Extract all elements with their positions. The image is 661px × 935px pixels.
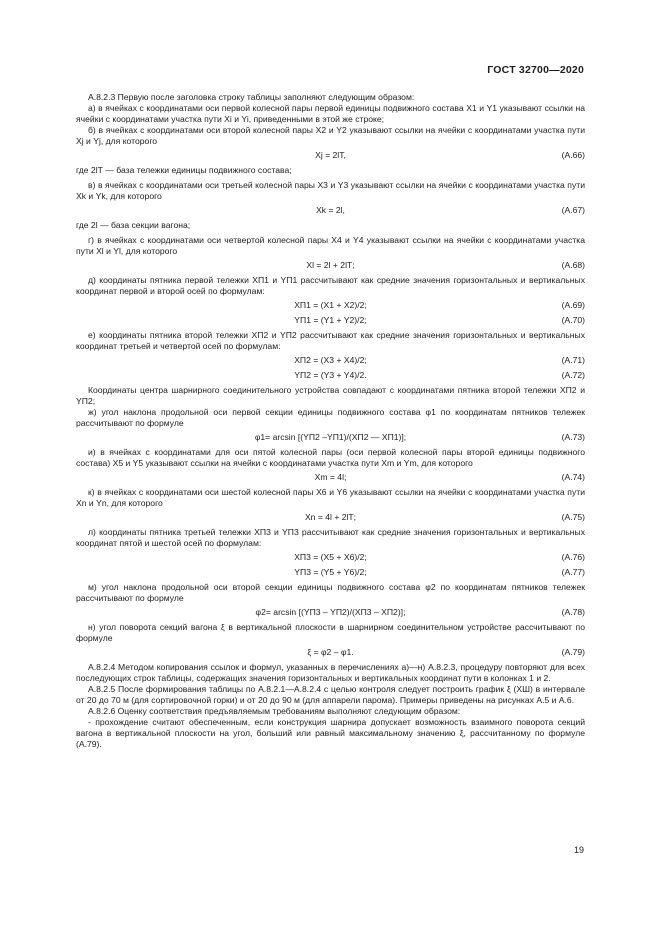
paragraph: - прохождение считают обеспеченным, если конструкция шарнира допускает возможность взаимного поворота секций вагона в вертикальной плоскости на угол, больший или равный максимальному значению ξ, рассчитанному по формуле (А.79). [76, 717, 585, 749]
equation [76, 512, 585, 524]
paragraph: А.8.2.6 Оценку соответствия предъявляемым требованиям выполняют следующим образом: [88, 706, 461, 716]
equation [76, 432, 585, 444]
paragraph: а) в ячейках с координатами оси первой колесной пары первой единицы подвижного состава X1 и Y1 указывают ссылки на ячейки с координатами участка пути Xi и Yi, приведенными в этой же строке; [76, 103, 585, 124]
equation-number: (А.67) [561, 205, 585, 215]
equation [76, 472, 585, 484]
equation-formula: XП3 = (X5 + X6)/2; [294, 552, 367, 562]
paragraph: А.8.2.3 Первую после заголовка строку таблицы заполняют следующим образом: [88, 92, 415, 102]
equation-formula: XП2 = (X3 + X4)/2; [294, 355, 367, 365]
equation-formula: YП2 = (Y3 + Y4)/2. [294, 370, 367, 380]
paragraph: м) угол наклона продольной оси второй секции единицы подвижного состава φ2 по координатам пятников тележек рассчитывают по формуле [76, 582, 585, 603]
document-body [76, 92, 585, 750]
equation-formula: Xn = 4l + 2lТ; [304, 512, 357, 522]
equation-number: (А.72) [561, 370, 585, 380]
equation [76, 552, 585, 564]
paragraph: н) угол поворота секций вагона ξ в вертикальной плоскости в шарнирном соединительном устройстве рассчитывают по формуле [76, 622, 585, 643]
equation [76, 647, 585, 659]
paragraph: Координаты центра шарнирного соединительного устройства совпадают с координатами пятника второй тележки XП2 и YП2; [76, 385, 585, 406]
paragraph: г) в ячейках с координатами оси четвертой колесной пары X4 и Y4 указывают ссылки на ячейки с координатами участка пути Xl и Yl, для которого [76, 235, 585, 256]
equation-number: (А.73) [561, 432, 585, 442]
paragraph: к) в ячейках с координатами оси шестой колесной пары X6 и Y6 указывают ссылки на ячейки с координатами участка пути Xn и Yn, для которого [76, 487, 585, 508]
paragraph: л) координаты пятника третьей тележки XП3 и YП3 рассчитывают как средние значения горизонтальных и вертикальных координат пятой и шестой осей по формулам: [76, 527, 585, 548]
paragraph: д) координаты пятника первой тележки XП1 и YП1 рассчитывают как средние значения горизонтальных и вертикальных координат первой и второй осей по формулам: [76, 275, 585, 296]
equation-number: (А.77) [561, 567, 585, 577]
equation-number: (А.70) [561, 315, 585, 325]
equation-number: (А.75) [561, 512, 585, 522]
equation-formula: YП3 = (Y5 + Y6)/2; [294, 567, 367, 577]
equation-formula: YП1 = (Y1 + Y2)/2; [294, 315, 367, 325]
equation [76, 355, 585, 367]
equation [76, 260, 585, 272]
paragraph: в) в ячейках с координатами оси третьей колесной пары X3 и Y3 указывают ссылки на ячейки с координатами участка пути Xk и Yk, для которого [76, 180, 585, 201]
note-paragraph: где 2lТ — база тележки единицы подвижного состава; [76, 165, 292, 175]
equation [76, 370, 585, 382]
paragraph: А.8.2.4 Методом копирования ссылок и формул, указанных в перечислениях а)—н) А.8.2.3, процедуру повторяют для всех последующих строк таблицы, содержащих значения горизонтальных и вертикальных координат пути в колонках 1 и 2. [76, 662, 585, 683]
paragraph: б) в ячейках с координатами оси второй колесной пары X2 и Y2 указывают ссылки на ячейки с координатами участка пути Xj и Yj, для которого [76, 125, 585, 146]
equation-formula: XП1 = (X1 + X2)/2; [294, 300, 367, 310]
equation-formula: Xj = 2lТ, [315, 150, 346, 160]
equation-number: (А.69) [561, 300, 585, 310]
equation-formula: φ1= arcsin [(YП2 –YП1)/(XП2 — XП1)]; [254, 432, 407, 442]
equation-number: (А.79) [561, 647, 585, 657]
equation-number: (А.76) [561, 552, 585, 562]
equation-number: (А.66) [561, 150, 585, 160]
equation-number: (А.78) [561, 607, 585, 617]
equation-formula: Xm = 4l; [314, 472, 347, 482]
note-paragraph: где 2l — база секции вагона; [76, 220, 191, 230]
equation [76, 607, 585, 619]
equation [76, 205, 585, 217]
equation [76, 300, 585, 312]
equation [76, 150, 585, 162]
standard-number: ГОСТ 32700—2020 [487, 64, 584, 76]
equation-number: (А.71) [561, 355, 585, 365]
equation-formula: φ2= arcsin [(YП3 – YП2)/(XП3 – XП2)]; [255, 607, 406, 617]
equation-formula: Xl = 2l + 2lТ; [306, 260, 355, 270]
paragraph: А.8.2.5 После формирования таблицы по А.8.2.1—А.8.2.4 с целью контроля следует построить график ξ (XШ) в интервале от 20 до 70 м (для сортировочной горки) и от 20 до 90 м (для аппарели парома). Примеры приведены на рисунках А.5 и А.6. [76, 684, 585, 705]
equation [76, 315, 585, 327]
equation-formula: Xk = 2l, [316, 205, 345, 215]
equation-formula: ξ = φ2 – φ1. [307, 647, 354, 657]
page-number: 19 [573, 845, 584, 855]
equation-number: (А.68) [561, 260, 585, 270]
paragraph: ж) угол наклона продольной оси первой секции единицы подвижного состава φ1 по координатам пятников тележек рассчитывают по формуле [76, 407, 585, 428]
equation-number: (А.74) [561, 472, 585, 482]
equation [76, 567, 585, 579]
paragraph: е) координаты пятника второй тележки XП2 и YП2 рассчитывают как средние значения горизонтальных и вертикальных координат третьей и четвертой осей по формулам: [76, 330, 585, 351]
paragraph: и) в ячейках с координатами для оси пятой колесной пары (оси первой колесной пары второй единицы подвижного состава) X5 и Y5 указывают ссылки на ячейки с координатами участка пути Xm и Ym, для которого [76, 447, 585, 468]
